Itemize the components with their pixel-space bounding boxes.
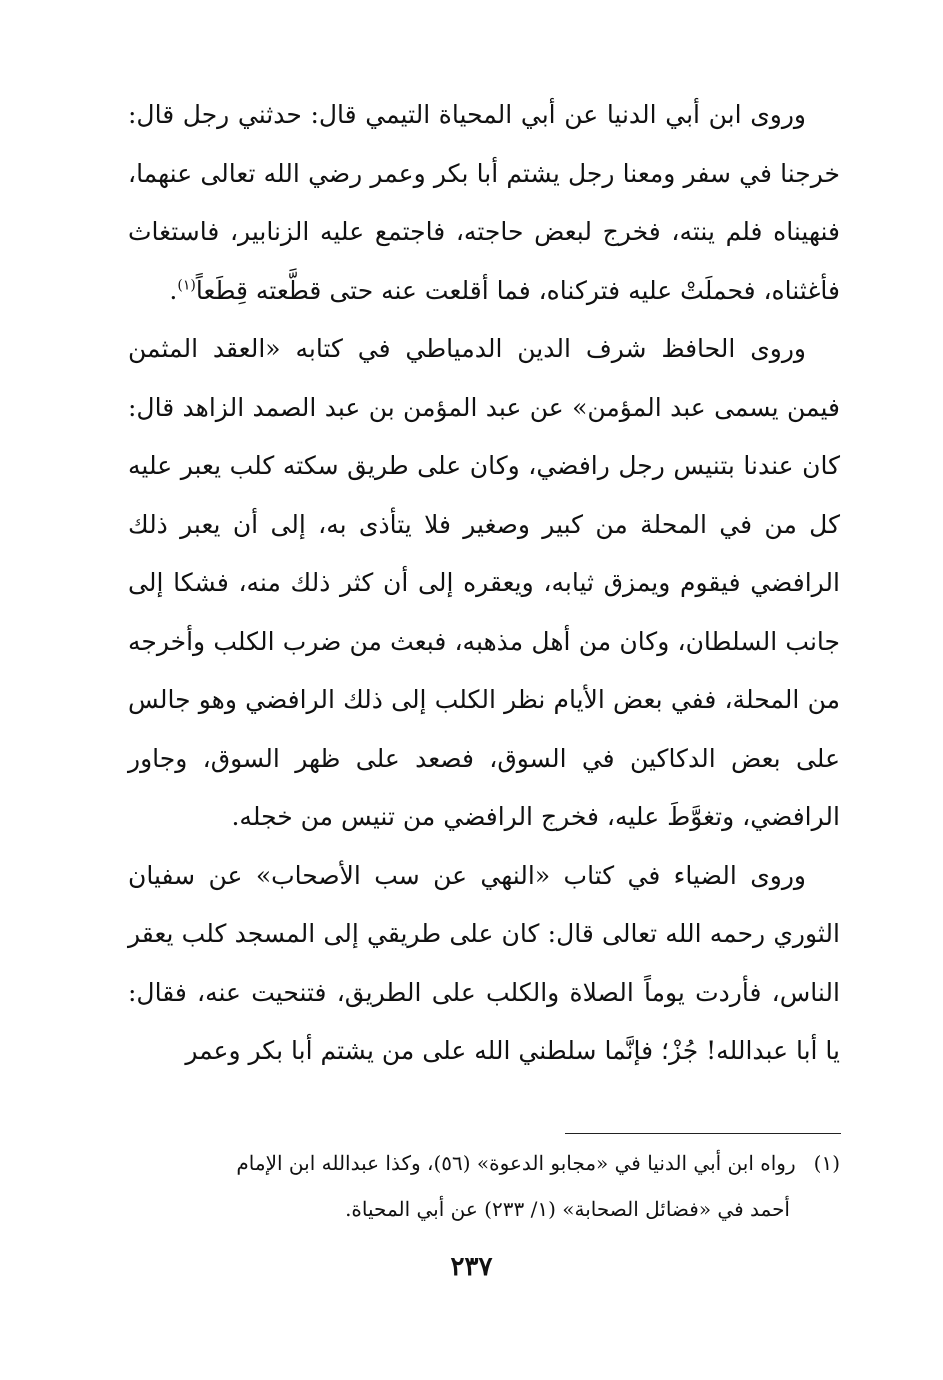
paragraph-2-text: وروى الحافظ شرف الدين الدمياطي في كتابه «العقد المثمن فيمن يسمى عبد المؤمن» عن عبد المؤمن بن عبد الصمد الزاهد قال: كان عندنا بتنيس رجل رافضي، وكان على طريق سكته كلب يعبر عليه كل من في المحلة من كبير وصغير فلا يتأذى به، إلى أن يعبر ذلك الرافضي فيقوم ويمزق ثيابه، ويعقره إلى أن كثر ذلك منه، فشكا إلى جانب السلطان، وكان من أهل مذهبه، فبعث من ضرب الكلب وأخرجه من المحلة، ففي بعض الأيام نظر الكلب إلى ذلك الرافضي وهو جالس على بعض الدكاكين في السوق، فصعد على ظهر السوق، وجاور الرافضي، وتغوَّطَ عليه، فخرج الرافضي من تنيس من خجله. [128, 334, 840, 831]
footnote-divider [565, 1133, 841, 1134]
footnote-number: (١) [813, 1151, 840, 1175]
footnote-line-2: أحمد في «فضائل الصحابة» (١/ ٢٣٣) عن أبي المحياة. [345, 1197, 790, 1221]
footnote-1 [128, 1140, 840, 1186]
footnote-1-continued [128, 1186, 840, 1232]
paragraph-3 [128, 847, 840, 1081]
footnote-ref-1[interactable]: (١) [177, 277, 196, 294]
paragraph-2 [128, 320, 840, 847]
paragraph-1-end: . [169, 275, 178, 305]
footnote-line-1: رواه ابن أبي الدنيا في «مجابو الدعوة» (٥٦)، وكذا عبدالله ابن الإمام [236, 1151, 796, 1175]
main-text [128, 86, 840, 1081]
footnotes [128, 1140, 840, 1232]
paragraph-1 [128, 86, 840, 320]
page-number: ٢٣٧ [450, 1252, 493, 1282]
paragraph-1-text: وروى ابن أبي الدنيا عن أبي المحياة التيمي قال: حدثني رجل قال: خرجنا في سفر ومعنا رجل يشتم أبا بكر وعمر رضي الله تعالى عنهما، فنهيناه فلم ينته، فخرج لبعض حاجته، فاجتمع عليه الزنابير، فاستغاث فأغثناه، فحملَتْ عليه فتركناه، فما أقلعت عنه حتى قطَّعته قِطَعاً [128, 100, 840, 305]
paragraph-3-text: وروى الضياء في كتاب «النهي عن سب الأصحاب» عن سفيان الثوري رحمه الله تعالى قال: كان على طريقي إلى المسجد كلب يعقر الناس، فأردت يوماً الصلاة والكلب على الطريق، فتنحيت عنه، فقال: يا أبا عبدالله! جُزْ؛ فإنَّما سلطني الله على من يشتم أبا بكر وعمر [128, 860, 840, 1065]
